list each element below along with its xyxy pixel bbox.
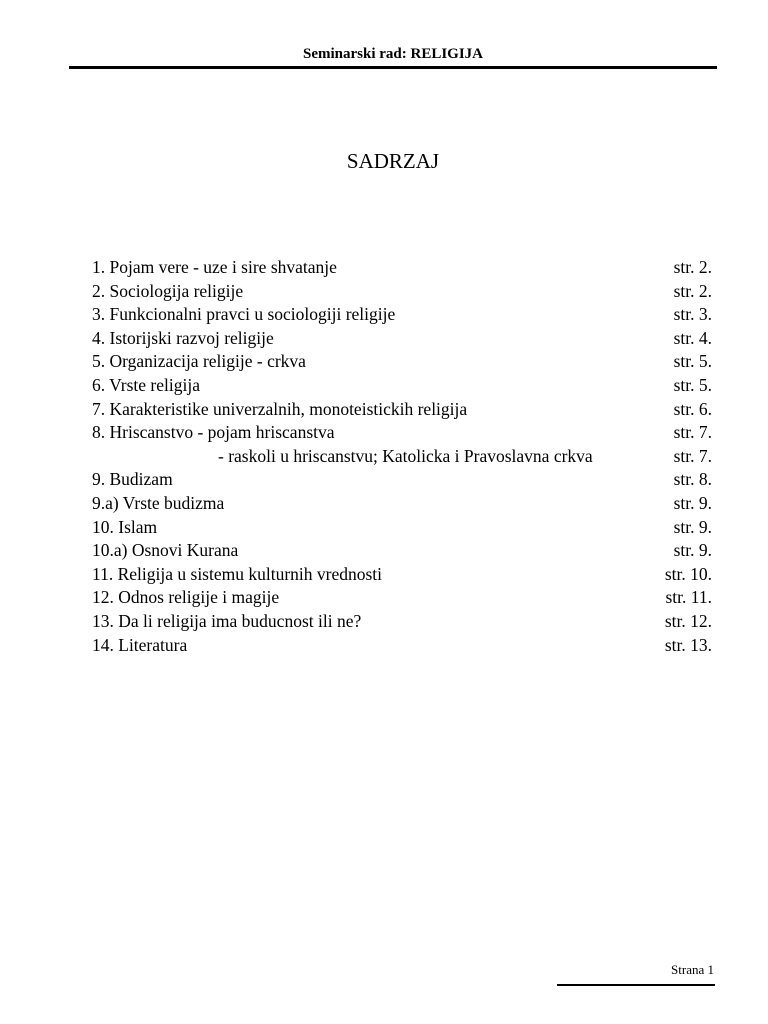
- toc-entry-label: 4. Istorijski razvoj religije: [92, 327, 274, 348]
- footer-page-number: Strana 1: [671, 962, 714, 977]
- toc-entry-label: 8. Hriscanstvo - pojam hriscanstva: [92, 422, 335, 443]
- toc-entry-page: str. 2.: [673, 280, 712, 301]
- toc-entry-label: 5. Organizacija religije - crkva: [92, 351, 306, 372]
- toc-entry-page: str. 9.: [673, 492, 712, 513]
- toc-entry-page: str. 2.: [673, 257, 712, 277]
- toc-entry-page: str. 9.: [673, 540, 712, 561]
- toc-entry-page: str. 7.: [673, 445, 712, 466]
- toc-entry-page: str. 6.: [673, 398, 712, 419]
- toc-entry-page: str. 5.: [673, 374, 712, 395]
- toc-entry-label: 9. Budizam: [92, 469, 173, 490]
- toc-entry: [92, 398, 712, 422]
- toc-entry: [92, 256, 712, 280]
- header-divider: [69, 66, 717, 69]
- toc-entry: [92, 468, 712, 492]
- toc-entry-page: str. 12.: [664, 610, 712, 631]
- toc-entry: [92, 539, 712, 563]
- toc-entry: [92, 586, 712, 610]
- toc-entry-page: str. 3.: [673, 304, 712, 325]
- toc-entry-label: 2. Sociologija religije: [92, 280, 244, 301]
- toc-subentry-label: - raskoli u hriscanstvu; Katolicka i Pravoslavna crkva: [218, 445, 593, 466]
- toc-entry-label: 9.a) Vrste budizma: [92, 492, 225, 513]
- toc-entry-label: 7. Karakteristike univerzalnih, monoteistickih religija: [92, 398, 468, 419]
- toc-entry-label: 11. Religija u sistemu kulturnih vrednosti: [92, 563, 383, 584]
- toc-entry-page: str. 5.: [673, 351, 712, 372]
- toc-entry-page: str. 13.: [664, 634, 712, 655]
- toc-entry-label: 3. Funkcionalni pravci u sociologiji religije: [92, 304, 396, 325]
- toc-entry-page: str. 10.: [664, 563, 712, 584]
- toc-entry-label: 13. Da li religija ima buducnost ili ne?: [92, 610, 362, 631]
- table-of-contents: [92, 256, 712, 657]
- toc-entry-page: str. 9.: [673, 516, 712, 537]
- toc-entry: [92, 634, 712, 658]
- toc-entry: [92, 563, 712, 587]
- toc-entry: [92, 516, 712, 540]
- toc-entry-page: str. 11.: [665, 587, 712, 608]
- toc-entry-label: 10.a) Osnovi Kurana: [92, 540, 239, 561]
- toc-entry-page: str. 4.: [673, 327, 712, 348]
- toc-entry: [92, 421, 712, 445]
- toc-entry-label: 6. Vrste religija: [92, 374, 200, 395]
- toc-entry: [92, 280, 712, 304]
- toc-entry-page: str. 8.: [673, 469, 712, 490]
- toc-entry-label: 1. Pojam vere - uze i sire shvatanje: [92, 257, 337, 277]
- footer-divider: [557, 984, 715, 986]
- toc-entry-page: str. 7.: [673, 422, 712, 443]
- toc-entry: [92, 445, 712, 469]
- toc-entry: [92, 327, 712, 351]
- toc-entry: [92, 303, 712, 327]
- page-title: SADRZAJ: [346, 149, 440, 173]
- running-header-title: Seminarski rad: RELIGIJA: [302, 46, 484, 62]
- toc-entry: [92, 374, 712, 398]
- toc-entry-label: 12. Odnos religije i magije: [92, 587, 280, 608]
- toc-entry: [92, 492, 712, 516]
- toc-entry-label: 10. Islam: [92, 516, 158, 537]
- toc-entry-label: 14. Literatura: [92, 634, 188, 655]
- toc-entry: [92, 610, 712, 634]
- toc-entry: [92, 350, 712, 374]
